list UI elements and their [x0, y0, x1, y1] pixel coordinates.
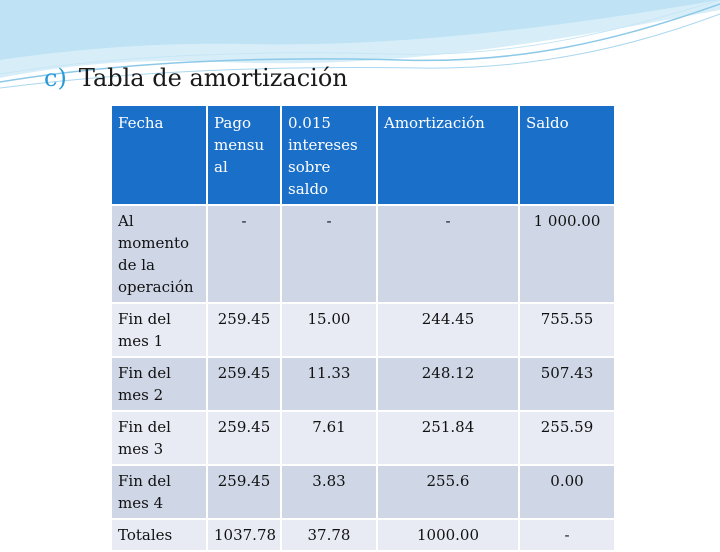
cell-pago: 259.45	[207, 303, 281, 357]
cell-pago: 1037.78	[207, 519, 281, 551]
table-row	[111, 465, 615, 519]
cell-amortizacion: 248.12	[377, 357, 519, 411]
cell-pago: 259.45	[207, 357, 281, 411]
cell-fecha: Totales	[111, 519, 207, 551]
header-wave-decoration	[0, 0, 720, 110]
cell-fecha: Fin del mes 4	[111, 465, 207, 519]
column-header-amortizacion: Amortización	[377, 105, 519, 205]
cell-intereses: -	[281, 205, 377, 303]
cell-saldo: 755.55	[519, 303, 615, 357]
column-header-intereses: 0.015 intereses sobre saldo	[281, 105, 377, 205]
cell-intereses: 7.61	[281, 411, 377, 465]
cell-amortizacion: 251.84	[377, 411, 519, 465]
cell-fecha: Fin del mes 3	[111, 411, 207, 465]
column-header-saldo: Saldo	[519, 105, 615, 205]
table-row	[111, 357, 615, 411]
column-header-fecha: Fecha	[111, 105, 207, 205]
cell-pago: -	[207, 205, 281, 303]
table-row	[111, 205, 615, 303]
cell-saldo: 0.00	[519, 465, 615, 519]
cell-saldo: 255.59	[519, 411, 615, 465]
cell-saldo: 507.43	[519, 357, 615, 411]
cell-pago: 259.45	[207, 411, 281, 465]
cell-fecha: Al momento de la operación	[111, 205, 207, 303]
cell-saldo: 1 000.00	[519, 205, 615, 303]
cell-intereses: 3.83	[281, 465, 377, 519]
section-title: Tabla de amortización	[78, 64, 348, 92]
cell-amortizacion: -	[377, 205, 519, 303]
column-header-pago: Pago mensu al	[207, 105, 281, 205]
cell-saldo: -	[519, 519, 615, 551]
cell-fecha: Fin del mes 2	[111, 357, 207, 411]
cell-intereses: 37.78	[281, 519, 377, 551]
cell-intereses: 15.00	[281, 303, 377, 357]
table-row	[111, 303, 615, 357]
amortization-table	[110, 104, 616, 552]
cell-pago: 259.45	[207, 465, 281, 519]
table-row	[111, 411, 615, 465]
section-marker: c)	[44, 64, 67, 92]
cell-amortizacion: 255.6	[377, 465, 519, 519]
cell-fecha: Fin del mes 1	[111, 303, 207, 357]
table-row-totals	[111, 519, 615, 551]
section-heading	[44, 64, 348, 92]
table-header-row	[111, 105, 615, 205]
cell-amortizacion: 1000.00	[377, 519, 519, 551]
cell-amortizacion: 244.45	[377, 303, 519, 357]
cell-intereses: 11.33	[281, 357, 377, 411]
